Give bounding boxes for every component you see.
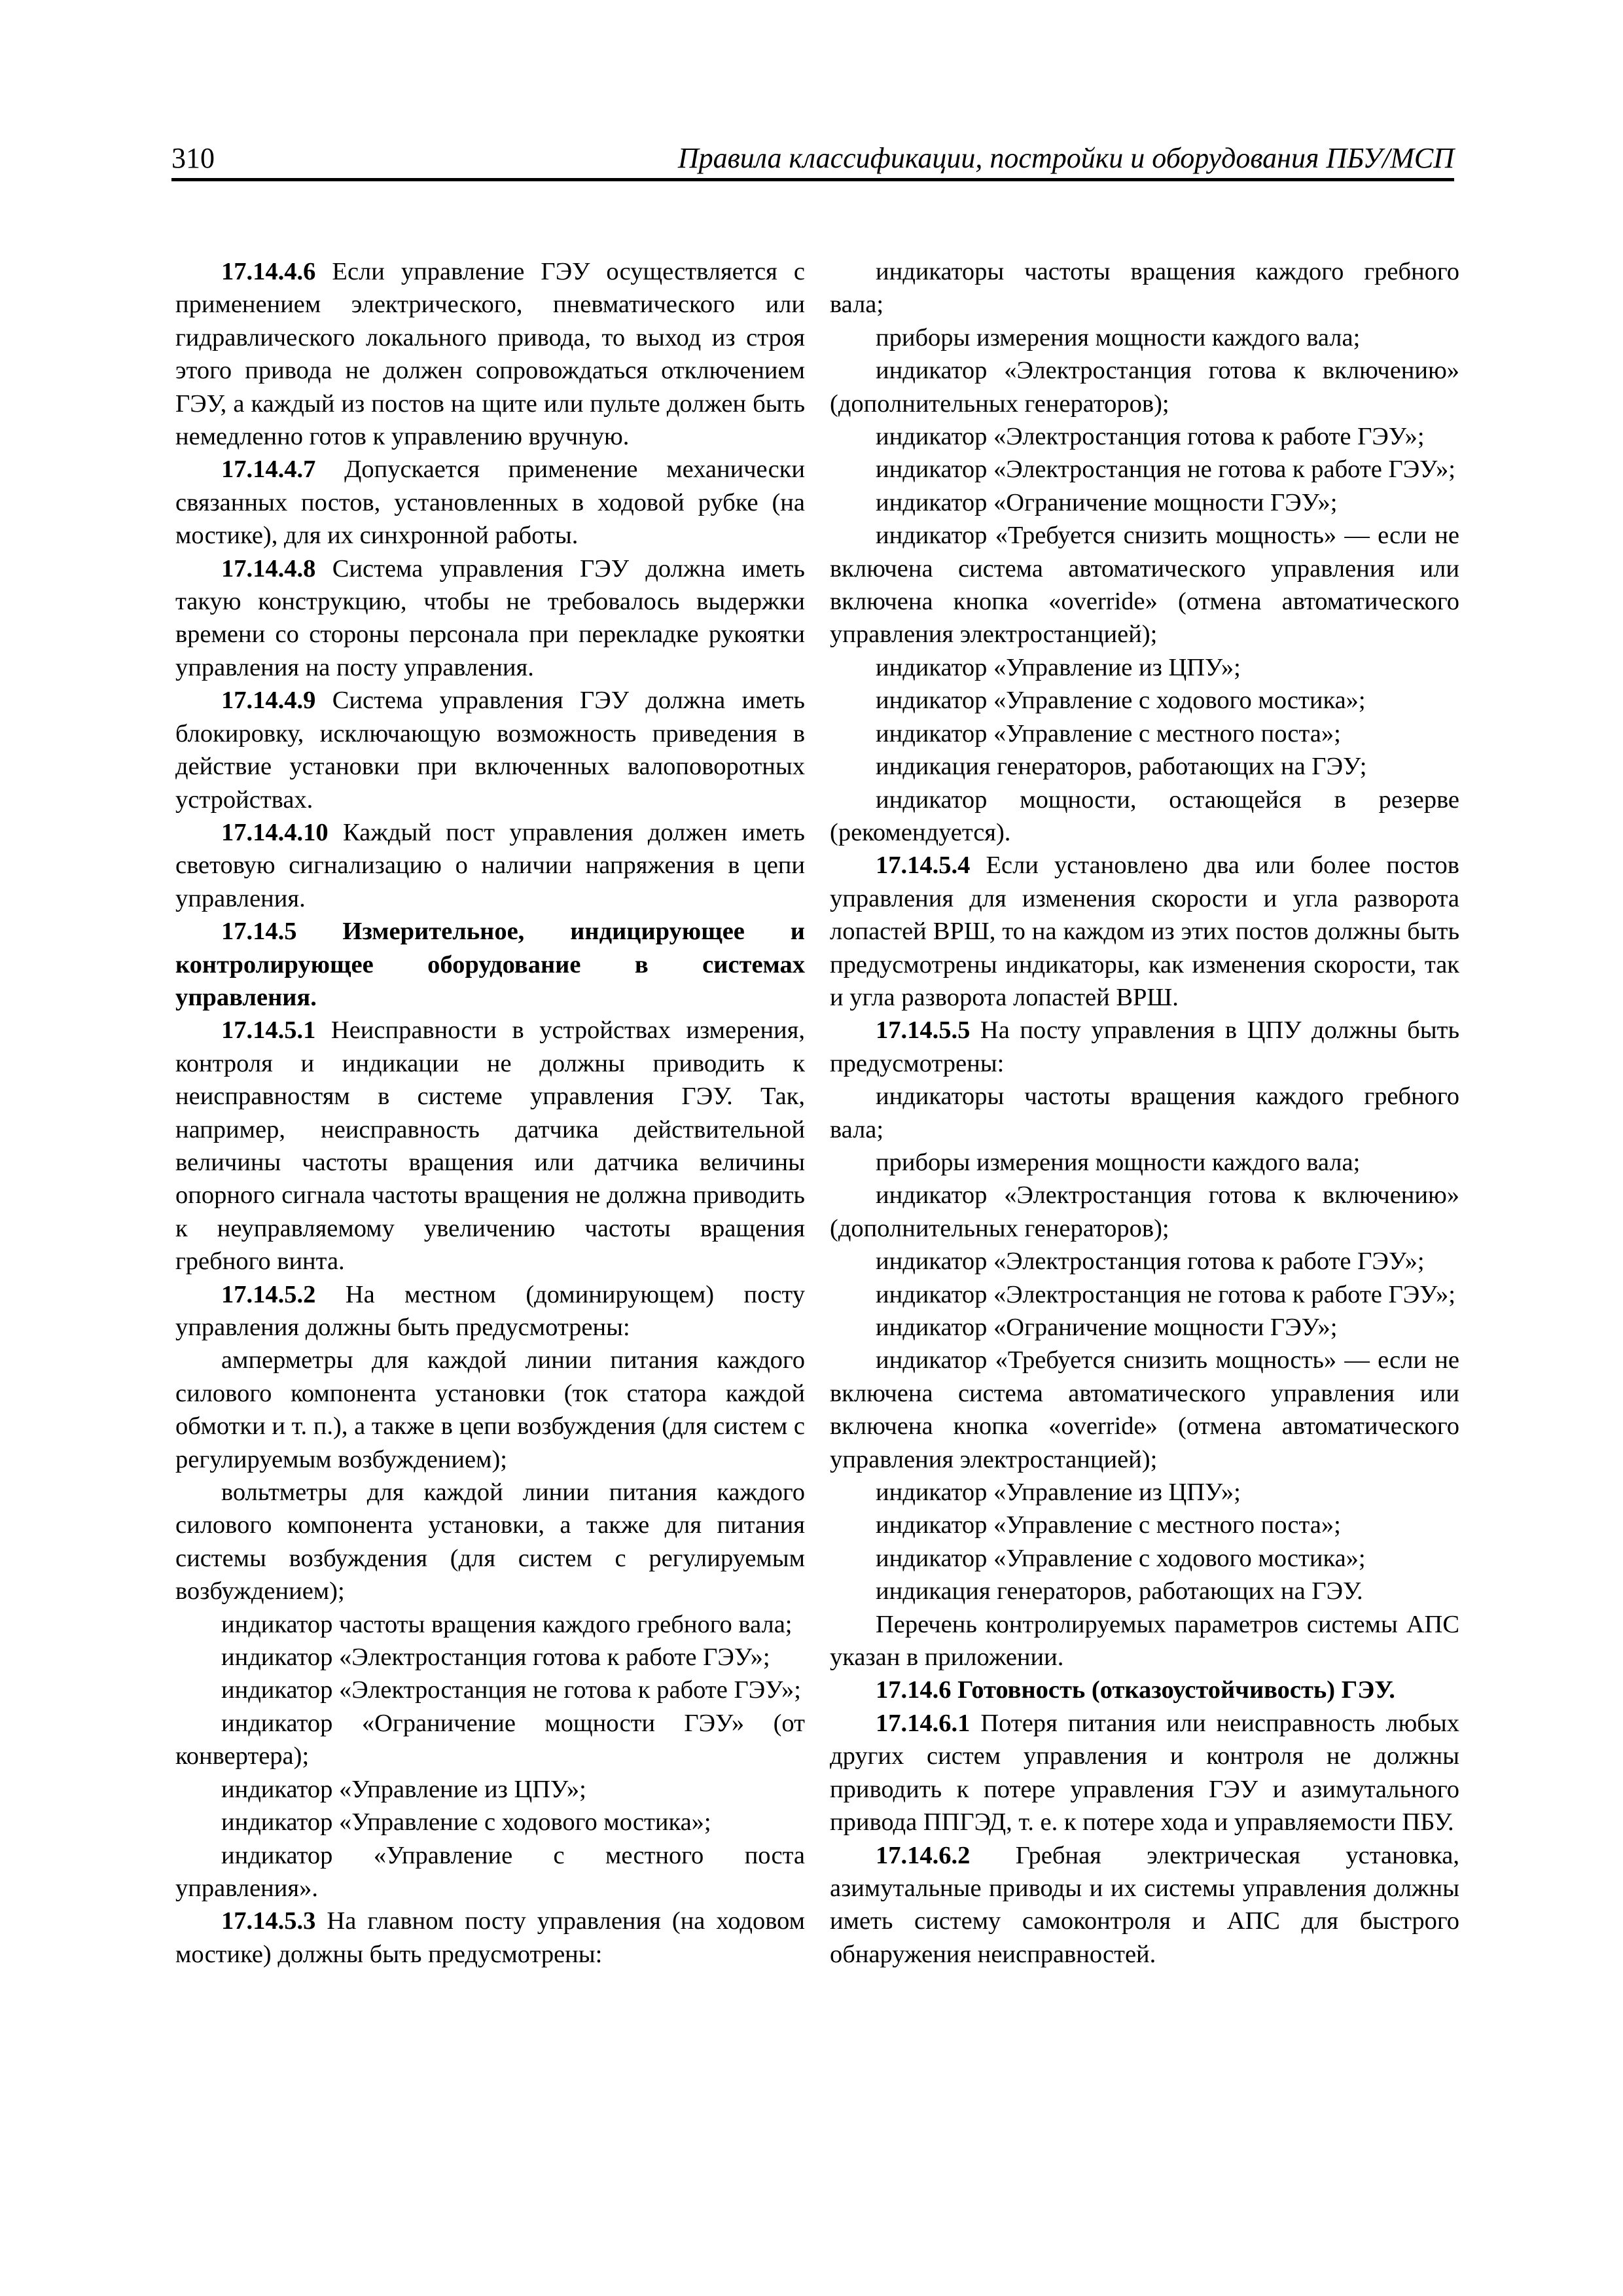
clause-paragraph: [175, 1014, 805, 1278]
clause-number: 17.14.4.6: [221, 258, 316, 285]
list-item: [830, 1575, 1459, 1607]
list-item: [830, 321, 1459, 354]
clause-paragraph: [175, 255, 805, 453]
left-column: [175, 255, 805, 1971]
clause-paragraph: [175, 552, 805, 685]
list-item: [830, 1146, 1459, 1179]
list-item: [175, 1839, 805, 1905]
list-item: [175, 1806, 805, 1839]
paragraph-text: индикатор «Электростанция не готова к работе ГЭУ»;: [876, 1280, 1455, 1308]
paragraph-text: индикатор «Электростанция не готова к работе ГЭУ»;: [221, 1676, 801, 1704]
list-item: [830, 486, 1459, 519]
clause-paragraph: [830, 1674, 1459, 1706]
paragraph-text: индикатор «Ограничение мощности ГЭУ»;: [876, 1314, 1338, 1341]
paragraph-text: индикатор «Электростанция не готова к работе ГЭУ»;: [876, 456, 1455, 484]
paragraph-text: индикация генераторов, работающих на ГЭУ;: [876, 753, 1367, 781]
clause-paragraph: [830, 1014, 1459, 1080]
paragraph-text: Перечень контролируемых параметров системы АПС указан в приложении.: [830, 1610, 1459, 1672]
clause-number: 17.14.5.1: [221, 1016, 316, 1045]
list-item: [830, 255, 1459, 321]
list-item: [175, 1674, 805, 1706]
paragraph-text: индикатор «Требуется снизить мощность» — если не включена система автоматического управления или включена кнопка «override» (отмена автоматического управления электростанцией);: [830, 522, 1459, 649]
paragraph-text: индикаторы частоты вращения каждого гребного вала;: [830, 1083, 1459, 1143]
clause-number: 17.14.4.10: [221, 818, 329, 846]
paragraph-text: вольтметры для каждой линии питания каждого силового компонента установки, а также для питания системы возбуждения (для систем с регулируемым возбуждением);: [175, 1479, 805, 1605]
clause-paragraph: [830, 849, 1459, 1014]
list-item: [830, 1608, 1459, 1674]
paragraph-text: На посту управления в ЦПУ должны быть предусмотрены:: [830, 1016, 1459, 1077]
clause-paragraph: [175, 684, 805, 816]
paragraph-text: индикатор «Управление из ЦПУ»;: [876, 653, 1241, 681]
clause-number: 17.14.4.8: [221, 554, 316, 583]
list-item: [175, 1608, 805, 1641]
paragraph-text: индикатор «Управление с местного поста»;: [876, 719, 1341, 747]
list-item: [175, 1707, 805, 1773]
paragraph-text: индикатор «Управление с ходового мостика»;: [876, 687, 1366, 715]
paragraph-text: индикатор «Электростанция готова к работе ГЭУ»;: [876, 423, 1425, 451]
paragraph-text: индикатор «Управление из ЦПУ»;: [221, 1775, 586, 1803]
paragraph-text: Потеря питания или неисправность любых других систем управления и контроля не должны приводить к потере управления ГЭУ и азимутального привода ППГЭД, т. е. к потере хода и управляемости ПБУ.: [830, 1709, 1459, 1837]
paragraph-text: Система управления ГЭУ должна иметь блокировку, исключающую возможность приведения в действие установки при включенных валоповоротных устройствах.: [175, 687, 805, 814]
paragraph-text: индикатор «Управление с ходового мостика»;: [221, 1808, 711, 1837]
list-item: [830, 453, 1459, 486]
paragraph-text: Если управление ГЭУ осуществляется с применением электрического, пневматического или гидравлического локального привода, то выход из строя этого привода не должен сопровождаться отключением ГЭУ, а каждый из постов на щите или пульте должен быть немедленно готов к управлению вручную.: [175, 258, 805, 451]
clause-number: 17.14.5.5: [876, 1016, 971, 1045]
list-item: [830, 1311, 1459, 1344]
clause-number: 17.14.5.2: [221, 1280, 316, 1308]
clause-paragraph: [175, 1278, 805, 1344]
paragraph-text: амперметры для каждой линии питания каждого силового компонента установки (ток статора каждой обмотки и т. п.), а также в цепи возбуждения (для систем с регулируемым возбуждением);: [175, 1346, 805, 1473]
paragraph-text: Неисправности в устройствах измерения, контроля и индикации не должны приводить к неисправностям в системе управления ГЭУ. Так, например, неисправность датчика действительной величины частоты вращения или датчика величины опорного сигнала частоты вращения не должна приводить к неуправляемому увеличению частоты вращения гребного винта.: [175, 1016, 805, 1276]
paragraph-text: индикатор мощности, остающейся в резерве (рекомендуется).: [830, 785, 1459, 846]
list-item: [830, 1278, 1459, 1311]
clause-paragraph: [830, 1839, 1459, 1971]
paragraph-text: Гребная электрическая установка, азимутальные приводы и их системы управления должны иметь систему самоконтроля и АПС для быстрого обнаружения неисправностей.: [830, 1841, 1459, 1968]
paragraph-text: индикатор «Управление с ходового мостика»;: [876, 1544, 1366, 1572]
paragraph-text: индикаторы частоты вращения каждого гребного вала;: [830, 258, 1459, 319]
paragraph-text: индикация генераторов, работающих на ГЭУ.: [876, 1577, 1363, 1605]
paragraph-text: Готовность (отказоустойчивость) ГЭУ.: [951, 1676, 1395, 1704]
paragraph-text: индикатор «Электростанция готова к включению» (дополнительных генераторов);: [830, 1181, 1459, 1242]
clause-number: 17.14.6.1: [876, 1709, 971, 1737]
clause-number: 17.14.5.3: [221, 1907, 316, 1935]
clause-number: 17.14.4.9: [221, 687, 316, 715]
list-item: [175, 1476, 805, 1608]
list-item: [830, 1344, 1459, 1476]
paragraph-text: На местном (доминирующем) посту управления должны быть предусмотрены:: [175, 1280, 805, 1341]
right-column: [830, 255, 1459, 1971]
clause-paragraph: [175, 915, 805, 1014]
paragraph-text: Измерительное, индицирующее и контролирующее оборудование в системах управления.: [175, 918, 805, 1011]
clause-paragraph: [830, 1707, 1459, 1839]
running-title: Правила классификации, постройки и оборудования ПБУ/МСП: [677, 142, 1454, 174]
list-item: [830, 750, 1459, 783]
list-item: [175, 1641, 805, 1674]
list-item: [830, 354, 1459, 420]
list-item: [830, 519, 1459, 651]
list-item: [830, 1509, 1459, 1541]
paragraph-text: Если установлено два или более постов управления для изменения скорости и угла разворота лопастей ВРШ, то на каждом из этих постов должны быть предусмотрены индикаторы, как изменения скорости, так и угла разворота лопастей ВРШ.: [830, 852, 1459, 1011]
clause-number: 17.14.6.2: [876, 1841, 971, 1869]
paragraph-text: приборы измерения мощности каждого вала;: [876, 323, 1361, 351]
list-item: [830, 717, 1459, 750]
clause-paragraph: [175, 1905, 805, 1971]
list-item: [830, 1245, 1459, 1278]
paragraph-text: индикатор «Электростанция готова к работе ГЭУ»;: [221, 1643, 770, 1672]
clause-number: 17.14.6: [876, 1676, 952, 1704]
list-item: [830, 1542, 1459, 1575]
list-item: [830, 1080, 1459, 1146]
clause-number: 17.14.5: [221, 918, 297, 946]
paragraph-text: индикатор «Управление из ЦПУ»;: [876, 1479, 1241, 1507]
paragraph-text: индикатор «Требуется снизить мощность» — если не включена система автоматического управления или включена кнопка «override» (отмена автоматического управления электростанцией);: [830, 1346, 1459, 1473]
clause-paragraph: [175, 816, 805, 915]
list-item: [830, 420, 1459, 453]
page-header: [171, 137, 1454, 181]
clause-paragraph: [175, 453, 805, 552]
paragraph-text: приборы измерения мощности каждого вала;: [876, 1148, 1361, 1176]
list-item: [830, 684, 1459, 717]
list-item: [175, 1773, 805, 1806]
paragraph-text: Допускается применение механически связанных постов, установленных в ходовой рубке (на мостике), для их синхронной работы.: [175, 456, 805, 550]
paragraph-text: индикатор «Управление с местного поста управления».: [175, 1841, 805, 1902]
list-item: [830, 651, 1459, 684]
paragraph-text: На главном посту управления (на ходовом мостике) должны быть предусмотрены:: [175, 1907, 805, 1968]
paragraph-text: индикатор «Электростанция готова к включению» (дополнительных генераторов);: [830, 357, 1459, 418]
list-item: [830, 1179, 1459, 1245]
paragraph-text: индикатор «Ограничение мощности ГЭУ»;: [876, 488, 1338, 516]
list-item: [830, 1476, 1459, 1509]
list-item: [830, 783, 1459, 850]
clause-number: 17.14.4.7: [221, 456, 316, 484]
page-number: 310: [171, 142, 215, 174]
paragraph-text: Система управления ГЭУ должна иметь такую конструкцию, чтобы не требовалось выдержки времени со стороны персонала при перекладке рукоятки управления на посту управления.: [175, 554, 805, 681]
paragraph-text: индикатор «Электростанция готова к работе ГЭУ»;: [876, 1247, 1425, 1276]
paragraph-text: индикатор частоты вращения каждого гребного вала;: [221, 1610, 793, 1638]
paragraph-text: индикатор «Ограничение мощности ГЭУ» (от конвертера);: [175, 1709, 805, 1770]
clause-number: 17.14.5.4: [876, 852, 971, 880]
paragraph-text: индикатор «Управление с местного поста»;: [876, 1511, 1341, 1539]
list-item: [175, 1344, 805, 1476]
paragraph-text: Каждый пост управления должен иметь световую сигнализацию о наличии напряжения в цепи управления.: [175, 818, 805, 912]
